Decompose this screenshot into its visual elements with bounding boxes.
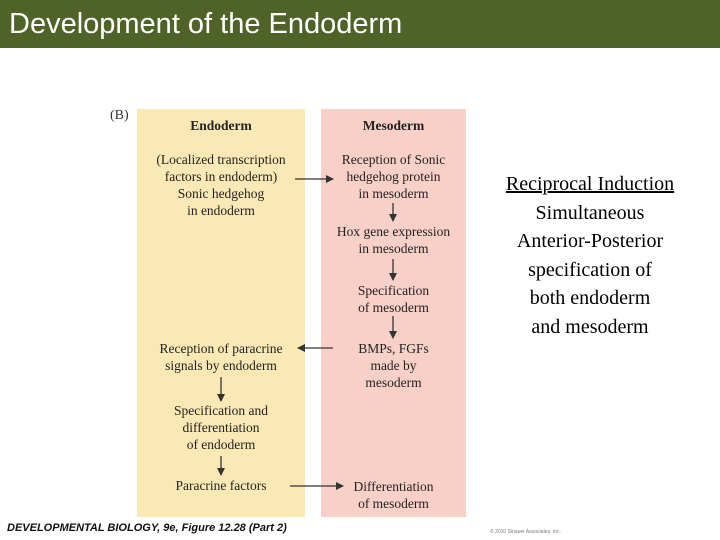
summary-line: both endoderm xyxy=(529,287,651,309)
mesoderm-step-line: BMPs, FGFs xyxy=(358,341,429,356)
mesoderm-step-line: in mesoderm xyxy=(358,186,429,201)
endoderm-step-line: signals by endoderm xyxy=(165,358,277,373)
panel-label: (B) xyxy=(110,108,129,123)
endoderm-step-line: differentiation xyxy=(182,420,260,435)
endoderm-step-line: Paracrine factors xyxy=(175,478,267,493)
mesoderm-step-line: made by xyxy=(370,358,417,373)
endoderm-step-line: in endoderm xyxy=(187,203,255,218)
summary-line: Simultaneous xyxy=(535,201,645,224)
endoderm-step-line: of endoderm xyxy=(186,437,256,452)
endoderm-step-line: Specification and xyxy=(173,403,269,418)
mesoderm-step-line: hedgehog protein xyxy=(346,169,441,184)
figure-caption: DEVELOPMENTAL BIOLOGY, 9e, Figure 12.28 (Part 2) xyxy=(7,522,287,534)
copyright-notice: © 2010 Sinauer Associates, Inc. xyxy=(490,529,561,535)
mesoderm-step-line: mesoderm xyxy=(365,375,422,390)
mesoderm-step-line: in mesoderm xyxy=(358,241,429,256)
mesoderm-step-line: Hox gene expression xyxy=(336,224,451,239)
mesoderm-step-line: Differentiation xyxy=(353,479,434,494)
reciprocal-induction-title: Reciprocal Induction xyxy=(505,173,675,195)
reciprocal-induction-text xyxy=(470,170,710,341)
mesoderm-step-line: Specification xyxy=(357,283,430,298)
endoderm-step-line: (Localized transcription xyxy=(156,152,286,167)
mesoderm-step-line: Reception of Sonic xyxy=(341,152,446,167)
mesoderm-step-line: of mesoderm xyxy=(358,496,429,511)
mesoderm-step-line: of mesoderm xyxy=(358,300,429,315)
summary-line: and mesoderm xyxy=(531,315,649,338)
endoderm-step-line: Sonic hedgehog xyxy=(177,186,265,201)
summary-line: specification of xyxy=(528,258,652,281)
summary-line: Anterior-Posterior xyxy=(516,230,664,252)
slide-title: Development of the Endoderm xyxy=(9,8,403,40)
endoderm-step-line: Reception of paracrine xyxy=(159,341,283,356)
endoderm-heading: Endoderm xyxy=(190,118,252,133)
mesoderm-heading: Mesoderm xyxy=(362,118,425,133)
endoderm-step-line: factors in endoderm) xyxy=(164,169,278,184)
